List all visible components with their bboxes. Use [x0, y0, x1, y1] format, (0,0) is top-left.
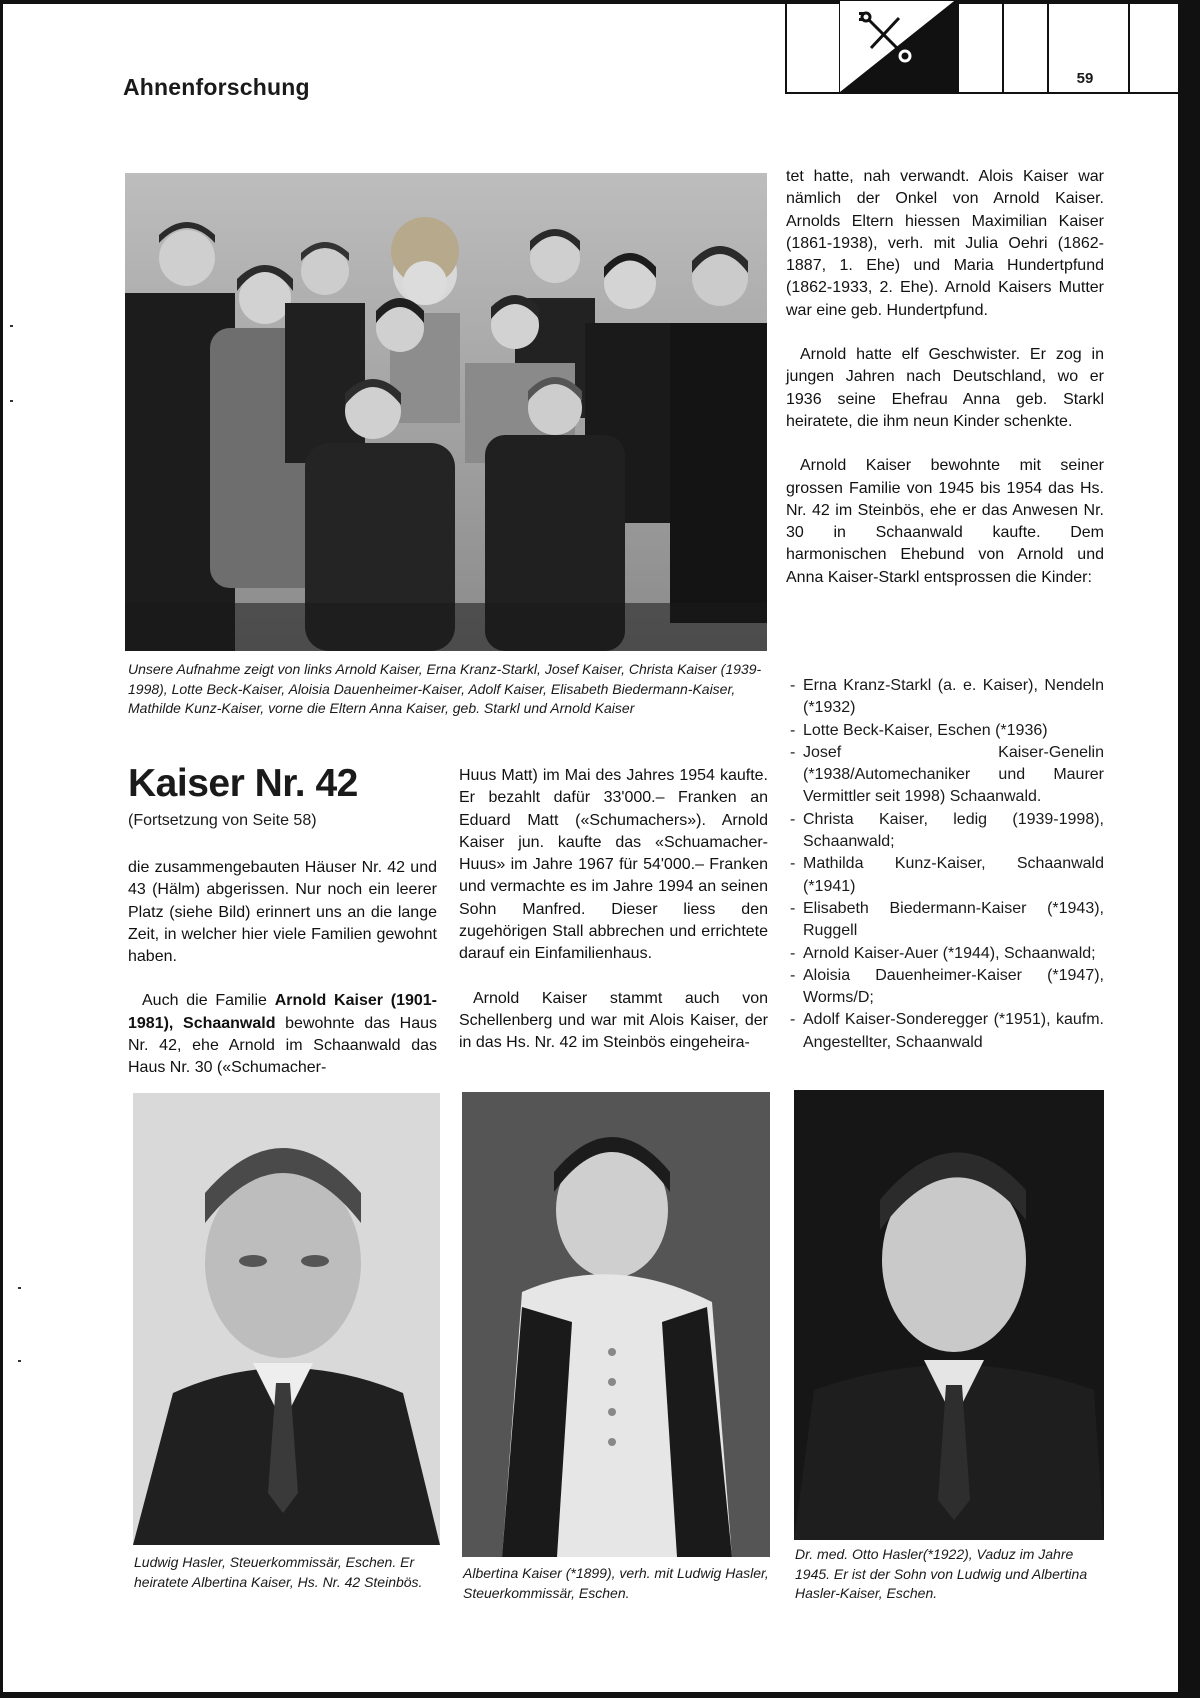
header-grid-cell — [957, 0, 1002, 94]
scan-artifact-mark — [10, 400, 13, 402]
article-paragraph: tet hatte, nah verwandt. Alois Kaiser war nämlich der Onkel von Arnold Kaiser. Arnolds Eltern hiessen Maximilian Kaiser (1861-1938), verh. mit Julia Oehri (1862-1887, 1. Ehe) und Maria Hundertpfund (1862-1933, 2. Ehe). Arnold Kaisers Mutter war eine geb. Hundertpfund. — [786, 168, 1104, 319]
portrait-photo-ludwig-hasler — [133, 1093, 440, 1545]
article-emphasis: Arnold Kaiser (1901-1981), Schaanwald — [128, 992, 438, 1032]
portrait-photo-albertina-kaiser — [462, 1092, 770, 1557]
portrait-caption: Ludwig Hasler, Steuerkommissär, Eschen. Er heiratete Albertina Kaiser, Hs. Nr. 42 Steinbös. — [134, 1554, 423, 1590]
scan-border-bottom — [0, 1692, 1200, 1698]
list-item: - Elisabeth Biedermann-Kaiser (*1943), Ruggell — [786, 898, 1104, 943]
list-item: - Aloisia Dauenheimer-Kaiser (*1947), Worms/D; — [786, 965, 1104, 1010]
scan-artifact-mark — [18, 1287, 21, 1289]
header-grid-cell — [785, 0, 840, 94]
list-item: - Mathilda Kunz-Kaiser, Schaanwald (*1941) — [786, 853, 1104, 898]
portrait-photo-otto-hasler — [794, 1090, 1104, 1540]
scan-artifact-mark — [18, 1360, 21, 1362]
list-item: - Josef Kaiser-Genelin (*1938/Automechaniker und Maurer Vermittler seit 1998) Schaanwald. — [786, 742, 1104, 809]
family-group-photo — [125, 173, 767, 651]
header-grid-cell — [1002, 0, 1047, 94]
article-column-2 — [459, 765, 768, 1055]
list-item: - Lotte Beck-Kaiser, Eschen (*1936) — [786, 720, 1104, 742]
article-column-1 — [128, 857, 437, 1080]
scan-border-right — [1178, 0, 1200, 1698]
portrait-caption: Dr. med. Otto Hasler(*1922), Vaduz im Jahre 1945. Er ist der Sohn von Ludwig und Albertina Hasler-Kaiser, Eschen. — [795, 1546, 1088, 1601]
page-number: 59 — [1076, 70, 1094, 87]
scan-border-left — [0, 0, 3, 1698]
article-paragraph: Arnold hatte elf Geschwister. Er zog in jungen Jahren nach Deutschland, wo er 1936 seine Ehefrau Anna geb. Starkl heiratete, die ihm neun Kinder schenkte. — [786, 346, 1104, 430]
list-item: - Erna Kranz-Starkl (a. e. Kaiser), Nendeln (*1932) — [786, 675, 1104, 720]
scan-artifact-mark — [10, 325, 13, 327]
group-photo-caption: Unsere Aufnahme zeigt von links Arnold Kaiser, Erna Kranz-Starkl, Josef Kaiser, Christa Kaiser (1939-1998), Lotte Beck-Kaiser, Aloisia Dauenheimer-Kaiser, Adolf Kaiser, Elisabeth Biedermann-Kaiser, Mathilde Kunz-Kaiser, vorne die Eltern Anna Kaiser, geb. Starkl und Arnold Kaiser — [128, 661, 762, 716]
article-paragraph: Huus Matt) im Mai des Jahres 1954 kaufte. Er bezahlt dafür 33'000.– Franken an Eduard Matt («Schumachers»). Arnold Kaiser jun. kaufte das «Schuamacher-Huus» im Jahre 1967 für 54'000.– Franken und vermachte es im Jahre 1994 an seinen Sohn Manfred. Dieser liess den zugehörigen Stall abbrechen und errichtete darauf ein Einfamilienhaus. — [459, 767, 768, 963]
article-text: Auch die Familie — [142, 992, 275, 1010]
portrait-caption: Albertina Kaiser (*1899), verh. mit Ludwig Hasler, Steuerkommissär, Eschen. — [463, 1565, 769, 1601]
header-grid-cell — [1128, 0, 1178, 94]
crossed-keys-emblem-icon — [839, 0, 957, 94]
list-item: - Christa Kaiser, ledig (1939-1998), Schaanwald; — [786, 809, 1104, 854]
article-title: Kaiser Nr. 42 — [128, 762, 358, 805]
list-item: - Adolf Kaiser-Sonderegger (*1951), kaufm. Angestellter, Schaanwald — [786, 1009, 1104, 1054]
article-paragraph — [128, 990, 437, 1079]
children-list — [786, 675, 1104, 1054]
article-column-3 — [786, 166, 1104, 589]
article-subtitle: (Fortsetzung von Seite 58) — [128, 812, 317, 829]
article-text: bewohnte das Haus Nr. 42, ehe Arnold im Schaanwald das Haus Nr. 30 («Schumacher- — [128, 1014, 437, 1077]
article-paragraph: Arnold Kaiser stammt auch von Schellenberg und war mit Alois Kaiser, der in das Hs. Nr. 42 im Steinbös eingeheira- — [459, 989, 768, 1052]
article-paragraph: Arnold Kaiser bewohnte mit seiner grossen Familie von 1945 bis 1954 das Hs. Nr. 42 im Steinbös, ehe er das Anwesen Nr. 30 in Schaanwald kaufte. Dem harmonischen Ehebund von Arnold und Anna Kaiser-Starkl entsprossen die Kinder: — [786, 457, 1104, 586]
list-item: - Arnold Kaiser-Auer (*1944), Schaanwald; — [786, 943, 1104, 965]
section-title: Ahnenforschung — [123, 74, 310, 100]
article-paragraph: die zusammengebauten Häuser Nr. 42 und 43 (Hälm) abgerissen. Nur noch ein leerer Platz (siehe Bild) erinnert uns an die lange Zeit, in welcher hier viele Familien gewohnt haben. — [128, 859, 437, 966]
